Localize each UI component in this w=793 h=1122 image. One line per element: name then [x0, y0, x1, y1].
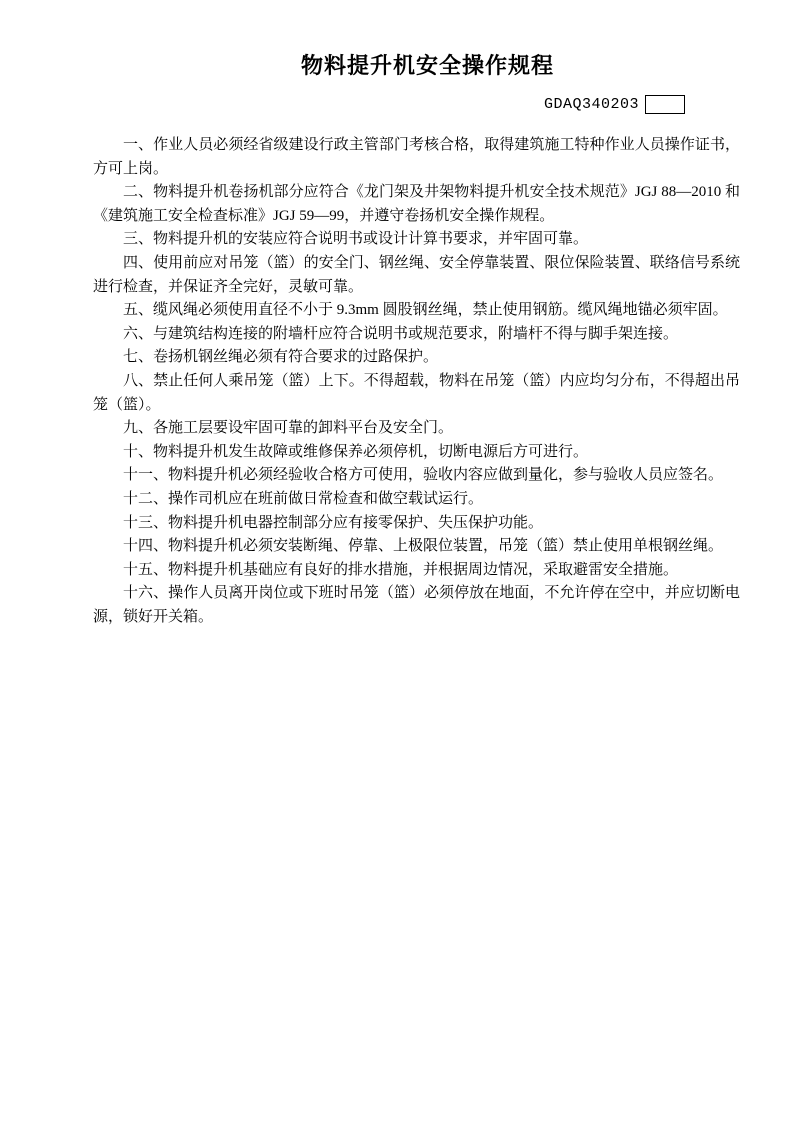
rule-item: 十四、物料提升机必须安装断绳、停靠、上极限位装置，吊笼（篮）禁止使用单根钢丝绳。	[123, 538, 724, 555]
rule-item: 十一、物料提升机必须经验收合格方可使用，验收内容应做到量化，参与验收人员应签名。	[123, 467, 724, 484]
rule-item: 十二、操作司机应在班前做日常检查和做空载试运行。	[123, 490, 484, 507]
doc-code-row	[93, 94, 740, 114]
rule-item: 九、各施工层要设牢固可靠的卸料平台及安全门。	[123, 420, 454, 437]
rule-item: 十、物料提升机发生故障或维修保养必须停机，切断电源后方可进行。	[123, 443, 589, 460]
rule-item: 十五、物料提升机基础应有良好的排水措施，并根据周边情况，采取避雷安全措施。	[123, 561, 679, 578]
rule-item: 十三、物料提升机电器控制部分应有接零保护、失压保护功能。	[123, 514, 544, 531]
rule-item: 八、禁止任何人乘吊笼（篮）上下。不得超载，物料在吊笼（篮）内应均匀分布，不得超出吊笼（篮）。	[93, 372, 740, 413]
rule-item: 二、物料提升机卷扬机部分应符合《龙门架及井架物料提升机安全技术规范》JGJ 88—2010 和《建筑施工安全检查标准》JGJ 59—99，并遵守卷扬机安全操作规程。	[93, 184, 740, 224]
rule-item: 五、缆风绳必须使用直径不小于 9.3mm 圆股钢丝绳，禁止使用钢筋。缆风绳地锚必须牢固。	[123, 302, 728, 319]
rules-list	[93, 134, 740, 629]
rule-item: 七、卷扬机钢丝绳必须有符合要求的过路保护。	[123, 349, 439, 366]
doc-code-label: GDAQ340203	[543, 95, 639, 113]
doc-code-box	[645, 95, 685, 114]
rule-item: 四、使用前应对吊笼（篮）的安全门、钢丝绳、安全停靠装置、限位保险装置、联络信号系统进行检查，并保证齐全完好，灵敏可靠。	[93, 254, 740, 295]
rule-item: 三、物料提升机的安装应符合说明书或设计计算书要求，并牢固可靠。	[123, 231, 589, 248]
rule-item: 六、与建筑结构连接的附墙杆应符合说明书或规范要求，附墙杆不得与脚手架连接。	[123, 325, 679, 342]
document-title: 物料提升机安全操作规程	[300, 54, 554, 79]
rule-item: 一、作业人员必须经省级建设行政主管部门考核合格，取得建筑施工特种作业人员操作证书，方可上岗。	[93, 137, 740, 177]
rule-item: 十六、操作人员离开岗位或下班时吊笼（篮）必须停放在地面，不允许停在空中，并应切断电源，锁好开关箱。	[93, 585, 740, 625]
